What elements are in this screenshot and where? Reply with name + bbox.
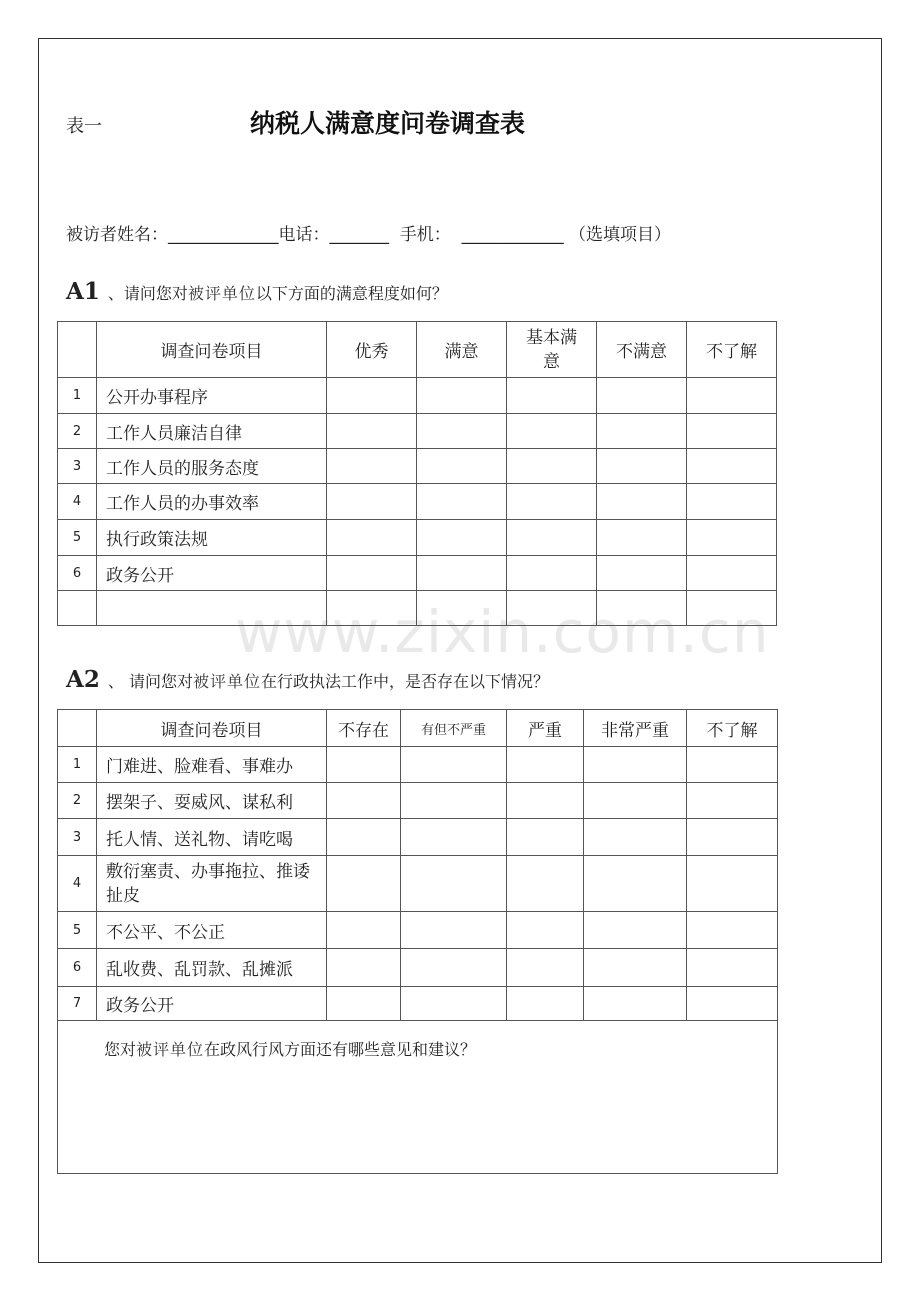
rating-cell[interactable] bbox=[507, 783, 584, 819]
rating-cell[interactable] bbox=[507, 520, 597, 556]
rating-cell[interactable] bbox=[687, 484, 777, 520]
rating-cell[interactable] bbox=[327, 856, 401, 912]
question-a2-post: 在行政执法工作中，是否存在以下情况？ bbox=[261, 672, 550, 691]
table-row bbox=[58, 987, 778, 1021]
rating-cell[interactable] bbox=[417, 591, 507, 626]
rating-cell[interactable] bbox=[417, 449, 507, 484]
name-label: 被访者姓名： bbox=[66, 225, 168, 245]
rating-cell[interactable] bbox=[687, 912, 778, 949]
mobile-label: 手机： bbox=[399, 225, 451, 245]
row-number: 7 bbox=[58, 987, 97, 1021]
rating-cell[interactable] bbox=[687, 987, 778, 1021]
row-number: 5 bbox=[58, 912, 97, 949]
page-title: 纳税人满意度问卷调查表 bbox=[250, 109, 526, 138]
table-label: 表一 bbox=[66, 116, 102, 137]
row-number: 4 bbox=[58, 484, 97, 520]
mobile-field[interactable]: ____________ bbox=[461, 225, 564, 245]
rating-cell[interactable] bbox=[401, 856, 507, 912]
rating-cell[interactable] bbox=[327, 414, 417, 449]
rating-cell[interactable] bbox=[687, 520, 777, 556]
row-number: 1 bbox=[58, 378, 97, 414]
column-header: 不了解 bbox=[687, 322, 777, 378]
rating-cell[interactable] bbox=[417, 414, 507, 449]
rating-cell[interactable] bbox=[507, 912, 584, 949]
row-number: 3 bbox=[58, 819, 97, 856]
rating-cell[interactable] bbox=[597, 484, 687, 520]
table-row bbox=[58, 414, 777, 449]
rating-cell[interactable] bbox=[417, 520, 507, 556]
column-header: 严重 bbox=[507, 710, 584, 747]
satisfaction-table bbox=[57, 321, 777, 626]
rating-cell[interactable] bbox=[507, 987, 584, 1021]
row-number: 6 bbox=[58, 949, 97, 987]
column-header: 调查问卷项目 bbox=[97, 710, 327, 747]
rating-cell[interactable] bbox=[584, 783, 687, 819]
row-number bbox=[58, 591, 97, 626]
row-item bbox=[97, 591, 327, 626]
rating-cell[interactable] bbox=[687, 819, 778, 856]
column-header: 优秀 bbox=[327, 322, 417, 378]
comment-prompt-post: 在政风行风方面还有哪些意见和建议？ bbox=[204, 1040, 477, 1059]
rating-cell[interactable] bbox=[597, 378, 687, 414]
column-header: 满意 bbox=[417, 322, 507, 378]
rating-cell[interactable] bbox=[584, 987, 687, 1021]
table-row bbox=[58, 484, 777, 520]
row-item: 乱收费、乱罚款、乱摊派 bbox=[97, 949, 327, 987]
rating-cell[interactable] bbox=[401, 912, 507, 949]
rating-cell[interactable] bbox=[327, 987, 401, 1021]
question-a1-post: 以下方面的满意程度如何？ bbox=[255, 284, 448, 303]
rating-cell[interactable] bbox=[507, 378, 597, 414]
rating-cell[interactable] bbox=[327, 520, 417, 556]
table-header-row bbox=[58, 322, 777, 378]
row-item: 公开办事程序 bbox=[97, 378, 327, 414]
column-header: 调查问卷项目 bbox=[97, 322, 327, 378]
row-item: 政务公开 bbox=[97, 556, 327, 591]
optional-note: （选填项目） bbox=[569, 225, 672, 245]
rating-cell[interactable] bbox=[401, 949, 507, 987]
rating-cell[interactable] bbox=[687, 747, 778, 783]
table-row bbox=[58, 783, 778, 819]
phone-label: 电话： bbox=[278, 225, 330, 245]
row-item: 工作人员廉洁自律 bbox=[97, 414, 327, 449]
situation-table bbox=[57, 709, 778, 1174]
question-a1-number: A1 bbox=[66, 278, 100, 305]
table-header-row bbox=[58, 710, 778, 747]
rating-cell[interactable] bbox=[507, 414, 597, 449]
question-a2-pre: 请问您对 bbox=[128, 672, 193, 691]
rating-cell[interactable] bbox=[584, 819, 687, 856]
rating-cell[interactable] bbox=[597, 520, 687, 556]
rating-cell[interactable] bbox=[401, 819, 507, 856]
row-item: 敷衍塞责、办事拖拉、推诿扯皮 bbox=[97, 856, 327, 912]
rating-cell[interactable] bbox=[327, 449, 417, 484]
row-number: 2 bbox=[58, 414, 97, 449]
rating-cell[interactable] bbox=[597, 449, 687, 484]
row-item: 门难进、脸难看、事难办 bbox=[97, 747, 327, 783]
row-number: 2 bbox=[58, 783, 97, 819]
question-a1-unit: 被评单位 bbox=[187, 284, 256, 303]
question-a1-sep: 、 bbox=[107, 284, 124, 303]
header-number-cell bbox=[58, 322, 97, 378]
header-number-cell bbox=[58, 710, 97, 747]
rating-cell[interactable] bbox=[507, 856, 584, 912]
rating-cell[interactable] bbox=[507, 484, 597, 520]
rating-cell[interactable] bbox=[597, 414, 687, 449]
rating-cell[interactable] bbox=[417, 484, 507, 520]
row-number: 1 bbox=[58, 747, 97, 783]
comment-field[interactable] bbox=[58, 1021, 778, 1174]
table-row bbox=[58, 747, 778, 783]
column-header: 不了解 bbox=[687, 710, 778, 747]
rating-cell[interactable] bbox=[327, 747, 401, 783]
name-field[interactable]: _____________ bbox=[168, 225, 279, 245]
rating-cell[interactable] bbox=[507, 591, 597, 626]
phone-field[interactable]: _______ bbox=[329, 225, 389, 245]
column-header: 基本满意 bbox=[507, 322, 597, 378]
row-item: 政务公开 bbox=[97, 987, 327, 1021]
column-header: 有但不严重 bbox=[401, 710, 507, 747]
table-row bbox=[58, 520, 777, 556]
table-row bbox=[58, 819, 778, 856]
rating-cell[interactable] bbox=[401, 783, 507, 819]
rating-cell[interactable] bbox=[507, 819, 584, 856]
rating-cell[interactable] bbox=[687, 591, 777, 626]
rating-cell[interactable] bbox=[327, 378, 417, 414]
table-row bbox=[58, 912, 778, 949]
table-row bbox=[58, 556, 777, 591]
rating-cell[interactable] bbox=[327, 484, 417, 520]
table-row bbox=[58, 949, 778, 987]
rating-cell[interactable] bbox=[327, 783, 401, 819]
rating-cell[interactable] bbox=[327, 556, 417, 591]
rating-cell[interactable] bbox=[401, 987, 507, 1021]
question-a1 bbox=[66, 278, 448, 305]
rating-cell[interactable] bbox=[687, 414, 777, 449]
row-number: 5 bbox=[58, 520, 97, 556]
rating-cell[interactable] bbox=[327, 949, 401, 987]
row-item: 托人情、送礼物、请吃喝 bbox=[97, 819, 327, 856]
row-item: 不公平、不公正 bbox=[97, 912, 327, 949]
row-item: 工作人员的服务态度 bbox=[97, 449, 327, 484]
table-row bbox=[58, 856, 778, 912]
rating-cell[interactable] bbox=[401, 747, 507, 783]
rating-cell[interactable] bbox=[507, 747, 584, 783]
table-row bbox=[58, 378, 777, 414]
rating-cell[interactable] bbox=[687, 949, 778, 987]
question-a1-pre: 请问您对 bbox=[123, 284, 188, 303]
rating-cell[interactable] bbox=[584, 856, 687, 912]
rating-cell[interactable] bbox=[327, 819, 401, 856]
comment-prompt-pre: 您对 bbox=[104, 1040, 137, 1059]
rating-cell[interactable] bbox=[687, 449, 777, 484]
column-header: 非常严重 bbox=[584, 710, 687, 747]
row-number: 3 bbox=[58, 449, 97, 484]
row-item: 摆架子、耍威风、谋私利 bbox=[97, 783, 327, 819]
watermark: www.zixin.com.cn bbox=[235, 598, 770, 666]
rating-cell[interactable] bbox=[327, 591, 417, 626]
rating-cell[interactable] bbox=[584, 912, 687, 949]
row-item: 工作人员的办事效率 bbox=[97, 484, 327, 520]
respondent-info-line bbox=[66, 220, 671, 245]
rating-cell[interactable] bbox=[597, 556, 687, 591]
rating-cell[interactable] bbox=[507, 449, 597, 484]
column-header: 不满意 bbox=[597, 322, 687, 378]
table-row bbox=[58, 449, 777, 484]
rating-cell[interactable] bbox=[584, 949, 687, 987]
rating-cell[interactable] bbox=[417, 378, 507, 414]
question-a2 bbox=[66, 666, 549, 693]
rating-cell[interactable] bbox=[687, 783, 778, 819]
table-row bbox=[58, 591, 777, 626]
question-a2-unit: 被评单位 bbox=[192, 672, 261, 691]
question-a2-sep: 、 bbox=[107, 672, 124, 691]
rating-cell[interactable] bbox=[507, 949, 584, 987]
comment-row bbox=[58, 1021, 778, 1174]
rating-cell[interactable] bbox=[584, 747, 687, 783]
rating-cell[interactable] bbox=[687, 856, 778, 912]
row-number: 4 bbox=[58, 856, 97, 912]
comment-prompt-unit: 被评单位 bbox=[136, 1040, 205, 1059]
row-item: 执行政策法规 bbox=[97, 520, 327, 556]
question-a2-number: A2 bbox=[66, 666, 100, 693]
rating-cell[interactable] bbox=[327, 912, 401, 949]
rating-cell[interactable] bbox=[417, 556, 507, 591]
rating-cell[interactable] bbox=[687, 556, 777, 591]
rating-cell[interactable] bbox=[597, 591, 687, 626]
row-number: 6 bbox=[58, 556, 97, 591]
rating-cell[interactable] bbox=[687, 378, 777, 414]
column-header: 不存在 bbox=[327, 710, 401, 747]
rating-cell[interactable] bbox=[507, 556, 597, 591]
